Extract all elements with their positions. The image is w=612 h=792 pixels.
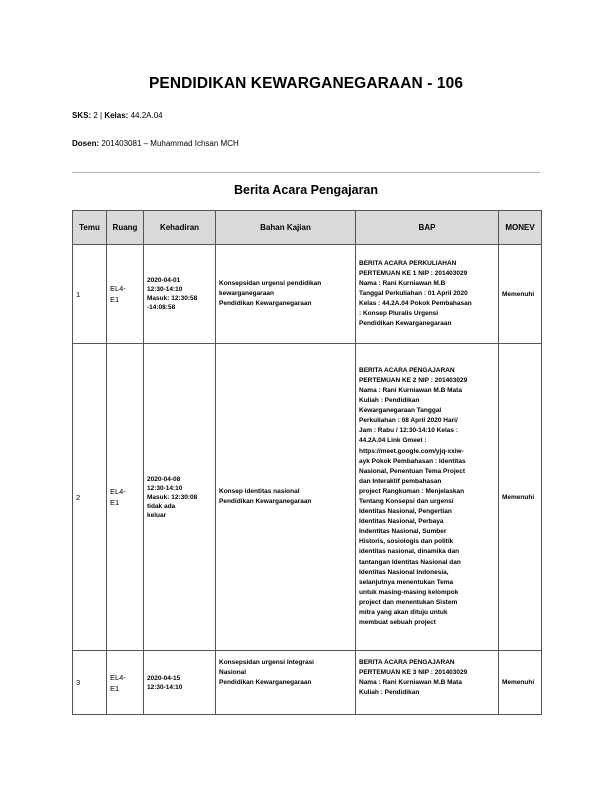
cell-temu: 3 <box>73 651 107 715</box>
cell-text-line: Kuliah : Pendidikan <box>359 689 420 697</box>
lecturer-info-line <box>72 139 239 148</box>
cell-text-line: E1 <box>110 498 120 507</box>
divider <box>72 172 540 173</box>
header-ruang: Ruang <box>107 211 144 245</box>
cell-bahan-kajian <box>216 344 356 651</box>
dosen-value: 201403081 – Muhammad Ichsan MCH <box>99 139 239 148</box>
cell-text-line: Nama : Rani Kurniawan M.B Mata <box>359 386 462 394</box>
cell-monev: Memenuhi <box>499 245 542 344</box>
cell-text-line: EL4- <box>110 672 126 682</box>
cell-text-line: -14:08:58 <box>147 304 176 311</box>
cell-text-line: Konsepsidan urgensi pendidikan <box>219 280 322 287</box>
cell-text-line: Nama : Rani Kurniawan M.B <box>359 279 446 287</box>
cell-text-line: mitra yang akan dituju untuk <box>359 609 448 617</box>
cell-text-line: Kelas : 44.2A.04 Pokok Pembahasan <box>359 300 472 308</box>
cell-text-line: kewarganegaraan <box>219 290 274 297</box>
cell-text-line: tantangan Identitas Nasional dan <box>359 558 461 566</box>
cell-text-line: 12:30-14:10 <box>147 683 183 691</box>
course-info-line <box>72 111 163 120</box>
cell-text-line: membuat sebuah project <box>359 619 436 627</box>
dosen-label: Dosen: <box>72 139 100 148</box>
cell-text-line: Kewarganegaraan Tanggal <box>359 407 442 415</box>
cell-text-line: Kuliah : Pendidikan <box>359 397 420 405</box>
cell-monev: Memenuhi <box>499 651 542 715</box>
cell-monev: Memenuhi <box>499 344 542 651</box>
cell-text-line: PERTEMUAN KE 2 NIP : 201403029 <box>359 376 468 384</box>
cell-text-line: Historis, sosiologis dan politik <box>359 538 454 546</box>
cell-text-line: Jam : Rabu / 12:30-14:10 Kelas : <box>359 427 458 435</box>
cell-text-line: Masuk: 12:30:08 <box>147 493 198 501</box>
cell-text-line: 2020-04-01 <box>147 277 181 284</box>
header-kehadiran: Kehadiran <box>144 211 216 245</box>
cell-text-line: tidak ada <box>147 502 176 510</box>
cell-bap <box>356 651 499 715</box>
cell-text-line: BERITA ACARA PENGAJARAN <box>359 659 455 666</box>
cell-text-line: Identitas Nasional, Pengertian <box>359 508 452 516</box>
kelas-label: Kelas: <box>104 111 129 120</box>
cell-text-line: 2020-04-15 <box>147 674 181 682</box>
page-title: PENDIDIKAN KEWARGANEGARAAN - 106 <box>148 75 464 92</box>
cell-bap <box>356 344 499 651</box>
cell-text-line: Tanggal Perkuliahan : 01 April 2020 <box>359 289 468 297</box>
cell-text-line: Identitas Nasional Indonesia, <box>359 568 449 576</box>
cell-text-line: ayk Pokok Pembahasan : Identitas <box>359 457 466 465</box>
cell-kehadiran <box>144 344 216 651</box>
cell-temu: 2 <box>73 344 107 651</box>
cell-ruang <box>107 344 144 651</box>
cell-text-line: E1 <box>110 683 120 693</box>
header-temu: Temu <box>73 211 107 245</box>
table-row <box>73 344 542 651</box>
header-bahan-kajian: Bahan Kajian <box>216 211 356 245</box>
table-header-row <box>73 211 542 245</box>
cell-text-line: Masuk: 12:30:58 <box>147 295 198 302</box>
cell-text-line: Pendidikan Kewarganegaraan <box>219 679 312 686</box>
cell-text-line: dan Interaktif pembahasan <box>359 477 442 485</box>
cell-text-line: Perkuliahan : 08 April 2020 Hari/ <box>359 417 458 425</box>
cell-text-line: E1 <box>110 295 120 304</box>
cell-text-line: EL4- <box>110 487 126 496</box>
cell-text-line: 2020-04-08 <box>147 475 181 483</box>
section-title: Berita Acara Pengajaran <box>233 183 379 197</box>
cell-ruang <box>107 245 144 344</box>
cell-text-line: PERTEMUAN KE 1 NIP : 201403029 <box>359 269 468 277</box>
sks-value: 2 | <box>91 111 105 120</box>
cell-text-line: Tentang Konsepsi dan urgensi <box>359 498 454 505</box>
cell-text-line: project dan menentukan Sistem <box>359 598 458 606</box>
cell-text-line: BERITA ACARA PERKULIAHAN <box>359 259 457 267</box>
cell-text-line: Pendidikan Kewarganegaraan <box>219 498 312 505</box>
cell-temu: 1 <box>73 245 107 344</box>
kelas-value: 44.2A.04 <box>128 111 163 120</box>
teaching-record-table <box>72 210 542 715</box>
cell-bap <box>356 245 499 344</box>
header-monev: MONEV <box>499 211 542 245</box>
cell-kehadiran <box>144 245 216 344</box>
cell-text-line: 44.2A.04 Link Gmeet : <box>359 437 427 445</box>
cell-text-line: PERTEMUAN KE 3 NIP : 201403029 <box>359 669 468 677</box>
cell-text-line: BERITA ACARA PENGAJARAN <box>359 366 455 374</box>
table-row <box>73 651 542 715</box>
cell-text-line: Nasional <box>219 669 247 676</box>
cell-text-line: Pendidikan Kewarganegaraan <box>359 320 452 328</box>
cell-text-line: https://meet.google.com/yjq-xxiw- <box>359 447 464 455</box>
cell-text-line: project Rangkuman : Menjelaskan <box>359 487 465 495</box>
cell-kehadiran <box>144 651 216 715</box>
cell-ruang <box>107 651 144 715</box>
cell-text-line: keluar <box>147 511 167 519</box>
sks-label: SKS: <box>72 111 92 120</box>
cell-text-line: Konsep identitas nasional <box>219 488 300 495</box>
cell-text-line: 12:30-14:10 <box>147 484 183 492</box>
cell-text-line: identitas nasional, dinamika dan <box>359 548 460 556</box>
cell-bahan-kajian <box>216 651 356 715</box>
cell-bahan-kajian <box>216 245 356 344</box>
cell-text-line: : Konsep Pluralis Urgensi <box>359 310 439 318</box>
cell-text-line: untuk masing-masing kelompok <box>359 588 459 596</box>
cell-text-line: selanjutnya menentukan Tema <box>359 578 454 586</box>
cell-text-line: 12:30-14:10 <box>147 286 183 293</box>
cell-text-line: Identitas Nasional, Perbaya <box>359 518 444 526</box>
cell-text-line: Pendidikan Kewarganegaraan <box>219 300 312 307</box>
table-row <box>73 245 542 344</box>
cell-text-line: Nasional, Penentuan Tema Project <box>359 467 466 475</box>
cell-text-line: Indentitas Nasional, Sumber <box>359 528 447 536</box>
cell-text-line: EL4- <box>110 284 126 293</box>
header-bap: BAP <box>356 211 499 245</box>
cell-text-line: Nama : Rani Kurniawan M.B Mata <box>359 679 462 687</box>
cell-text-line: Konsepsidan urgensi Integrasi <box>219 659 314 666</box>
